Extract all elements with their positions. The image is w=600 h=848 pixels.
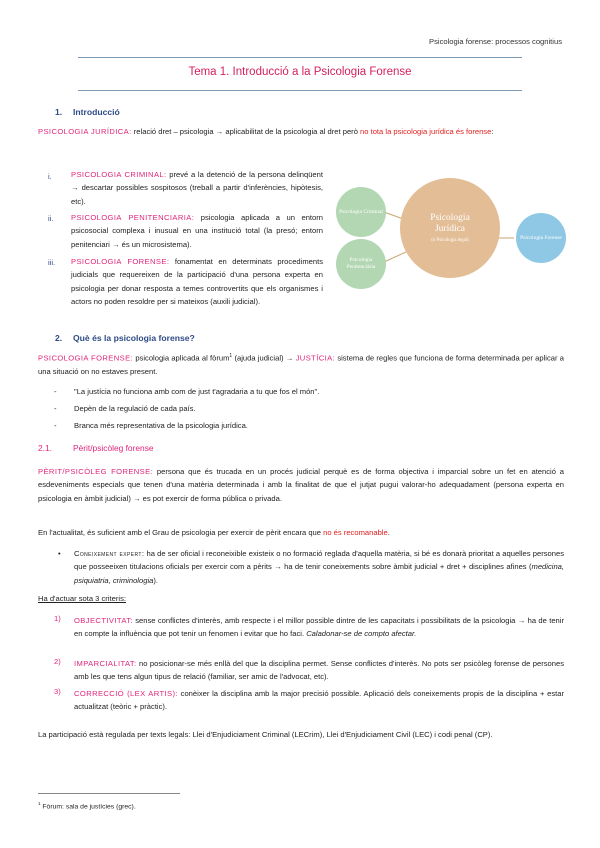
footnote-marker: 1: [38, 801, 41, 806]
criteria-objectivitat: OBJECTIVITAT: sense conflictes d'interès, amb respecte i el millor possible dintre de les capacitats i possibilitats de la psicologia → ha de tenir en compte la influència que pot tenir un fenomen i evitar que ho faci. Caladonar-se de compto afectar.: [74, 616, 564, 639]
section21-definition: PÈRIT/PSICÒLEG FORENSE: persona que és trucada en un procés judicial perquè es de forma objectiva i imparcial sobre un fet en atenció a esdeveniments especials que tenen d'una matèria determinada i amb la finalitat de que el jutjat pugui valorar-ho adequadament (persona experta en psicologia en àmbit judicial) → es pot exercir de forma pública o privada.: [38, 467, 564, 503]
list-item-penitenciaria: PSICOLOGIA PENITENCIARIA: psicologia aplicada a un entorn psicosocial complexa i inusual en una institució total (la presó; entorn penitenciari → és un microsistema).: [71, 213, 324, 249]
footnote: [38, 801, 136, 810]
section21-heading: Pèrit/psicòleg forense: [73, 443, 154, 453]
criteria-imparcialitat: IMPARCIALITAT: no posicionar-se més enllà del que la disciplina permet. Sense conflictes d'interès. No pots ser psicòleg forense de persones amb les que tens algun tipus de relació (familiar, ser amic de l'advocat, etc).: [74, 659, 564, 682]
section1-number: 1.: [55, 107, 63, 117]
list-item-forense: PSICOLOGIA FORENSE: fonamentat en determinats procediments judicials que requereixen de la participació d'una persona experta en psicologia per donar resposta a temes controvertits que els organismes i actors no poden resoldre per si mateixos (auxili judicial).: [71, 257, 324, 307]
section1-intro: PSICOLOGIA JURÍDICA: relació dret – psicologia → aplicabilitat de la psicologia al dret però no tota la psicologia jurídica és forense:: [38, 127, 494, 136]
circle-central: Psicologia Jurídica (o Psicologia legal): [400, 178, 500, 278]
criteria-correccio: CORRECCIÓ (LEX ARTIS): conèixer la disciplina amb la major precisió possible. Aplicació dels coneixements propis de la disciplina + estar actualitzat (teòric + pràctic).: [74, 689, 564, 712]
list-marker: ii.: [48, 214, 54, 223]
page-title: Tema 1. Introducció a la Psicologia Forense: [188, 66, 412, 78]
dash-marker: -: [54, 421, 57, 430]
circle-criminal: Psicologia Criminal: [336, 187, 386, 237]
circle-forense: Psicologia Forense: [516, 213, 566, 263]
criteria-heading: Ha d'actuar sota 3 criteris:: [38, 594, 126, 603]
section1-heading: Introducció: [73, 107, 120, 117]
dash-marker: -: [54, 387, 57, 396]
title-rule-bottom: [78, 90, 522, 91]
dash-marker: -: [54, 404, 57, 413]
footnote-rule: [38, 793, 180, 794]
section21-current: En l'actualitat, és suficient amb el Grau de psicologia per exercir de pèrit encara que no és recomanable.: [38, 528, 390, 537]
list-item-criminal: PSICOLOGIA CRIMINAL: prevé a la detenció de la persona delinqüent → descartar possibles sospitosos (treball a partir d'inferències, hipòtesis, etc).: [71, 170, 323, 206]
dash-item: Branca més representativa de la psicologia jurídica.: [74, 421, 248, 430]
criteria-marker: 1): [54, 614, 61, 623]
bullet-coneixement-expert: Coneixement expert: ha de ser oficial i reconeixible existeix o no formació reglada d'aquella matèria, si bé es donarà prioritat a aquelles persones que posseeixen titulacions oficials per exercir com a pèrits → ha de tenir coneixements sobre àmbit judicial + dret + disciplines afines (medicina, psiquiatria, criminologia).: [74, 549, 565, 585]
section2-heading: Què és la psicologia forense?: [73, 333, 195, 343]
criteria-marker: 3): [54, 687, 61, 696]
section2-number: 2.: [55, 333, 63, 343]
section21-number: 2.1.: [38, 443, 52, 453]
footnote-text: Fòrum: sala de justícies (grec).: [42, 803, 136, 811]
criteria-marker: 2): [54, 657, 61, 666]
section2-definition: PSICOLOGIA FORENSE: psicologia aplicada al fòrum$^1$ (ajuda judicial) → JUSTÍCIA: sistema de regles que funciona de forma determinada per aplicar a una situació on no estaves present.: [38, 353, 564, 376]
dash-item: Depèn de la regulació de cada país.: [74, 404, 196, 413]
bullet-marker: •: [58, 549, 61, 558]
list-marker: i.: [48, 172, 52, 181]
circle-penitenciaria: Psicologia Penitenciària: [336, 239, 386, 289]
list-marker: iii.: [48, 258, 56, 267]
dash-item: "La justícia no funciona amb com de just t'agradaria a tu que fos el món".: [74, 387, 320, 396]
closing-paragraph: La participació està regulada per texts legals: Llei d'Enjudiciament Criminal (LECrim), Llei d'Enjudiciament Civil (LEC) i codi penal (CP).: [38, 730, 493, 739]
title-rule-top: [78, 57, 522, 58]
psicologia-diagram: [334, 178, 574, 298]
running-header: Psicologia forense: processos cognitius: [429, 37, 562, 46]
